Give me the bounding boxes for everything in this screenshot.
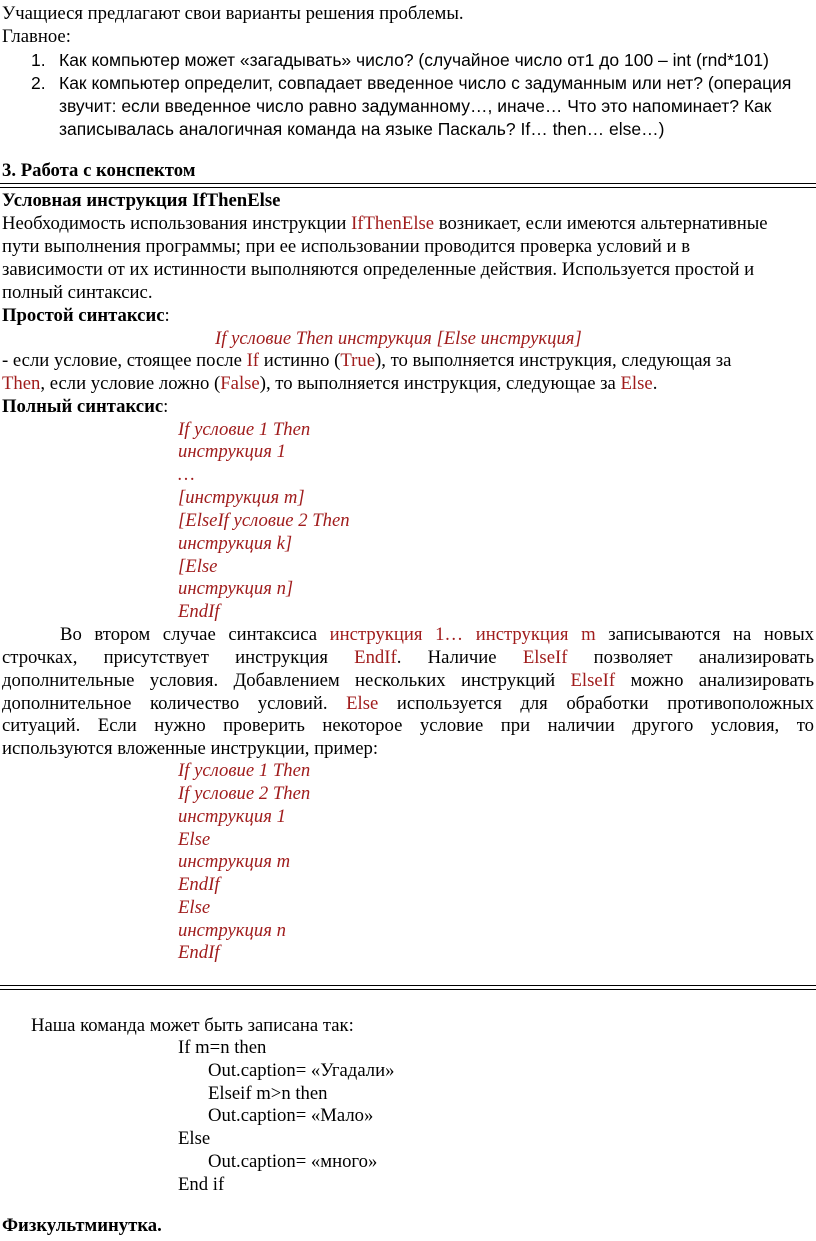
simple-syntax-label: Простой синтаксис: bbox=[2, 305, 170, 326]
paragraph-line: зависимости от их истинности выполняются определенные действия. Используется простой и bbox=[2, 259, 755, 280]
paragraph-line: дополнительные условия. Добавлением нескольких инструкций ElseIf можно анализировать bbox=[2, 670, 814, 691]
code-line: [инструкция m] bbox=[178, 487, 305, 508]
command-intro: Наша команда может быть записана так: bbox=[31, 1015, 354, 1036]
code-line: EndIf bbox=[178, 601, 220, 622]
main-label: Главное: bbox=[2, 26, 71, 47]
code-line: If условие 2 Then bbox=[178, 783, 311, 804]
code-line: Out.caption= «много» bbox=[208, 1151, 378, 1172]
code-line: инструкция k] bbox=[178, 533, 293, 554]
paragraph-line: Во втором случае синтаксиса инструкция 1… инструкция m записываются на новых bbox=[60, 624, 815, 645]
list-item: записывалась аналогичная команда на языке Паскаль? If… then… else…) bbox=[59, 119, 665, 139]
list-item: Как компьютер определит, совпадает введенное число с задуманным или нет? (операция bbox=[59, 73, 792, 93]
simple-syntax-desc: Then, если условие ложно (False), то выполняется инструкция, следующае за Else. bbox=[2, 373, 658, 394]
code-line: инструкция n] bbox=[178, 578, 294, 599]
section-divider bbox=[0, 985, 816, 986]
list-item: Как компьютер может «загадывать» число? (случайное число от1 до 100 – int (rnd*101) bbox=[59, 50, 769, 70]
code-line: EndIf bbox=[178, 942, 220, 963]
heading-divider bbox=[0, 183, 816, 184]
code-line: Out.caption= «Мало» bbox=[208, 1105, 374, 1126]
code-line: Else bbox=[178, 897, 211, 918]
paragraph-line: пути выполнения программы; при ее использовании проводится проверка условий и в bbox=[2, 236, 691, 257]
code-line: EndIf bbox=[178, 874, 220, 895]
code-line: Else bbox=[178, 829, 211, 850]
list-item-number: 2. bbox=[31, 73, 46, 93]
code-line: инструкция m bbox=[178, 851, 291, 872]
code-line: [ElseIf условие 2 Then bbox=[178, 510, 350, 531]
code-line: [Else bbox=[178, 556, 218, 577]
paragraph-line: используются вложенные инструкции, пример: bbox=[2, 738, 379, 759]
code-line: If условие 1 Then bbox=[178, 760, 311, 781]
code-line: If m=n then bbox=[178, 1037, 267, 1058]
paragraph-line: Необходимость использования инструкции IfThenElse возникает, если имеются альтернативные bbox=[2, 213, 768, 234]
code-line: Elseif m>n then bbox=[208, 1083, 328, 1104]
heading-divider-thin bbox=[0, 187, 816, 188]
paragraph-line: дополнительное количество условий. Else используется для обработки противоположных bbox=[2, 693, 814, 714]
footer-label: Физкультминутка. bbox=[2, 1215, 162, 1236]
code-line: Out.caption= «Угадали» bbox=[208, 1060, 395, 1081]
paragraph-line: ситуаций. Если нужно проверить некоторое условие при наличии другого условия, то bbox=[2, 715, 814, 736]
code-line: … bbox=[178, 464, 195, 485]
code-line: End if bbox=[178, 1174, 225, 1195]
paragraph-line: полный синтаксис. bbox=[2, 282, 153, 303]
code-line: инструкция 1 bbox=[178, 441, 286, 462]
section-divider-thick bbox=[0, 989, 816, 990]
list-item-number: 1. bbox=[31, 50, 46, 70]
simple-syntax-desc: - если условие, стоящее после If истинно (True), то выполняется инструкция, следующая за bbox=[2, 350, 732, 371]
list-item: звучит: если введенное число равно задуманному…, иначе… Что это напоминает? Как bbox=[59, 96, 772, 116]
code-line: инструкция 1 bbox=[178, 806, 286, 827]
simple-syntax-code: If условие Then инструкция [Else инструкция] bbox=[215, 328, 582, 349]
code-line: Else bbox=[178, 1128, 211, 1149]
keyword-ifthenelse: IfThenElse bbox=[351, 213, 435, 234]
full-syntax-label: Полный синтаксис: bbox=[2, 396, 169, 417]
code-line: инструкция n bbox=[178, 920, 286, 941]
paragraph-line: строчках, присутствует инструкция EndIf. Наличие ElseIf позволяет анализировать bbox=[2, 647, 814, 668]
code-line: If условие 1 Then bbox=[178, 419, 311, 440]
subheading: Условная инструкция IfThenElse bbox=[2, 190, 281, 211]
intro-line: Учащиеся предлагают свои варианты решения проблемы. bbox=[2, 3, 464, 24]
section-heading: 3. Работа с конспектом bbox=[2, 160, 196, 181]
